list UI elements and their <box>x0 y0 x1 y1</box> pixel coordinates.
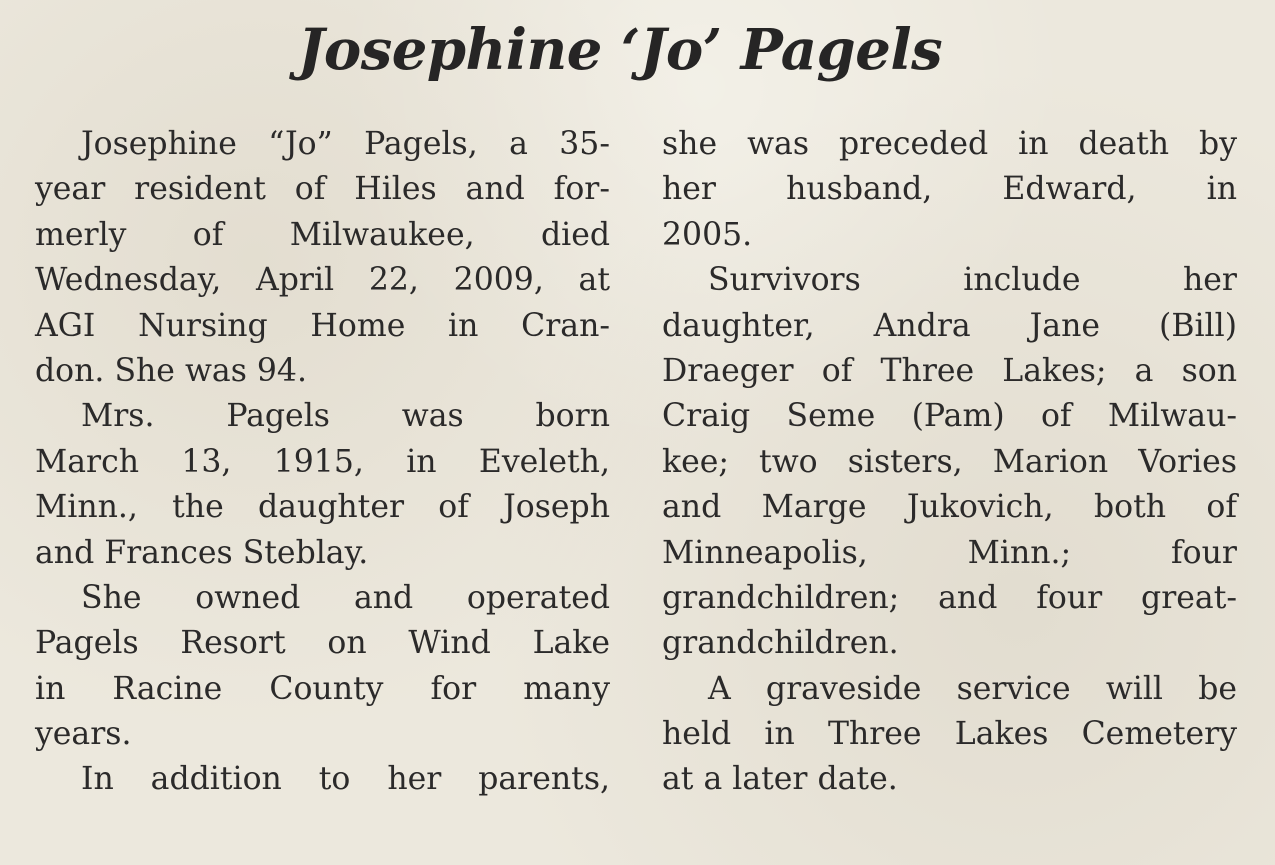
text-line: grandchildren; and four great- <box>662 579 1237 616</box>
text-line: kee; two sisters, Marion Vories <box>662 443 1237 480</box>
text-line: grandchildren. <box>662 625 899 662</box>
text-line: Minneapolis, Minn.; four <box>662 534 1237 571</box>
text-line: Draeger of Three Lakes; a son <box>662 352 1237 389</box>
text-line: daughter, Andra Jane (Bill) <box>662 307 1237 344</box>
text-line: and Marge Jukovich, both of <box>662 489 1237 526</box>
text-line: In addition to her parents, <box>81 761 610 798</box>
text-line: in Racine County for many <box>35 670 610 707</box>
text-line: Mrs. Pagels was born <box>81 398 610 435</box>
text-column-right <box>662 122 1237 803</box>
text-line: Wednesday, April 22, 2009, at <box>35 262 610 299</box>
text-line: merly of Milwaukee, died <box>35 216 610 253</box>
text-line: her husband, Edward, in <box>662 171 1237 208</box>
text-line: and Frances Steblay. <box>35 534 369 571</box>
text-line: Pagels Resort on Wind Lake <box>35 625 610 662</box>
text-line: held in Three Lakes Cemetery <box>662 716 1237 753</box>
text-line: she was preceded in death by <box>662 126 1237 162</box>
text-line: years. <box>35 716 132 753</box>
text-line: Survivors include her <box>708 262 1237 299</box>
text-line: Josephine “Jo” Pagels, a 35- <box>81 126 610 162</box>
text-line: She owned and operated <box>81 579 610 616</box>
text-line: 2005. <box>662 216 753 253</box>
text-line: AGI Nursing Home in Cran- <box>35 307 610 344</box>
text-line: Craig Seme (Pam) of Milwau- <box>662 398 1237 435</box>
text-line: at a later date. <box>662 761 898 798</box>
text-line: March 13, 1915, in Eveleth, <box>35 443 610 480</box>
text-column-left <box>35 122 610 803</box>
text-line: don. She was 94. <box>35 352 307 389</box>
text-line: Minn., the daughter of Joseph <box>35 489 610 526</box>
text-line: A graveside service will be <box>708 670 1237 707</box>
obituary-headline: Josephine ‘Jo’ Pagels <box>297 17 943 83</box>
text-line: year resident of Hiles and for- <box>35 171 610 208</box>
